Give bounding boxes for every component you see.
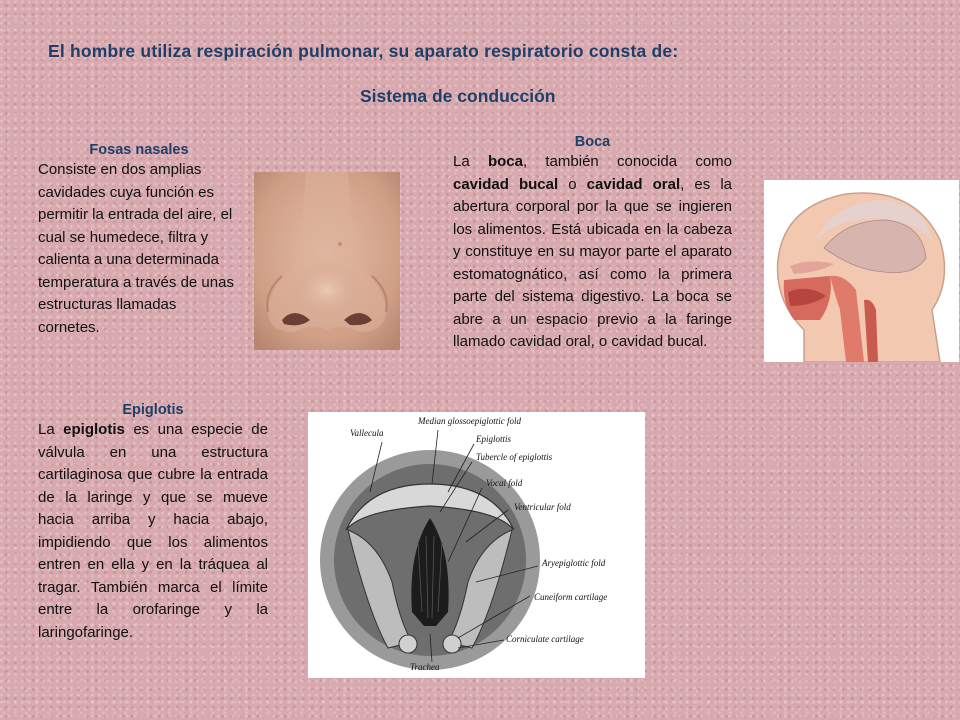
section-fosas-nasales bbox=[38, 142, 240, 339]
head-section-image bbox=[764, 180, 959, 362]
nose-illustration bbox=[254, 172, 400, 350]
label-trachea: Trachea bbox=[410, 662, 440, 672]
larynx-diagram bbox=[308, 412, 645, 678]
label-vocal-fold: Vocal fold bbox=[486, 478, 523, 488]
section-epiglotis bbox=[38, 402, 268, 644]
label-corniculate: Corniculate cartilage bbox=[506, 634, 584, 644]
label-aryepiglottic-fold: Aryepiglottic fold bbox=[542, 558, 606, 568]
label-ventricular-fold: Ventricular fold bbox=[514, 502, 571, 512]
label-epiglottis: Epiglottis bbox=[476, 434, 512, 444]
label-cuneiform: Cuneiform cartilage bbox=[534, 592, 608, 602]
section-heading: Fosas nasales bbox=[89, 142, 189, 158]
page-subtitle: Sistema de conducción bbox=[360, 86, 556, 106]
section-text: La boca, también conocida como cavidad bucal o cavidad oral, es la abertura corporal por la que se ingieren los alimentos. Está ubicada en la cabeza y constituye en su mayor parte el aparato estomatognático, así como la primera parte del sistema digestivo. La boca se abre a un espacio previo a la faringe llamado cavidad oral, o cavidad bucal. bbox=[453, 153, 732, 350]
label-tubercle: Tubercle of epiglottis bbox=[476, 452, 553, 462]
label-median-fold: Median glossoepiglottic fold bbox=[418, 416, 521, 426]
label-vallecula: Vallecula bbox=[350, 428, 384, 438]
page-title: El hombre utiliza respiración pulmonar, su aparato respiratorio consta de: bbox=[48, 41, 679, 61]
section-text: Consiste en dos amplias cavidades cuya función es permitir la entrada del aire, el cual se humedece, filtra y calienta a una determinada temperatura a través de unas estructuras llamadas cornetes. bbox=[38, 161, 234, 336]
head-anatomy-illustration bbox=[764, 180, 959, 362]
section-boca bbox=[453, 134, 732, 354]
nose-image bbox=[254, 172, 400, 350]
section-heading: Epiglotis bbox=[122, 402, 184, 418]
section-heading: Boca bbox=[574, 134, 611, 150]
section-text: La epiglotis es una especie de válvula en una estructura cartilaginosa que cubre la entrada de la laringe y que se mueve hacia arriba y hacia abajo, impidiendo que los alimentos entren en ella y en la tráquea al tragar. También marca el límite entre la orofaringe y la laringofaringe. bbox=[38, 421, 268, 641]
